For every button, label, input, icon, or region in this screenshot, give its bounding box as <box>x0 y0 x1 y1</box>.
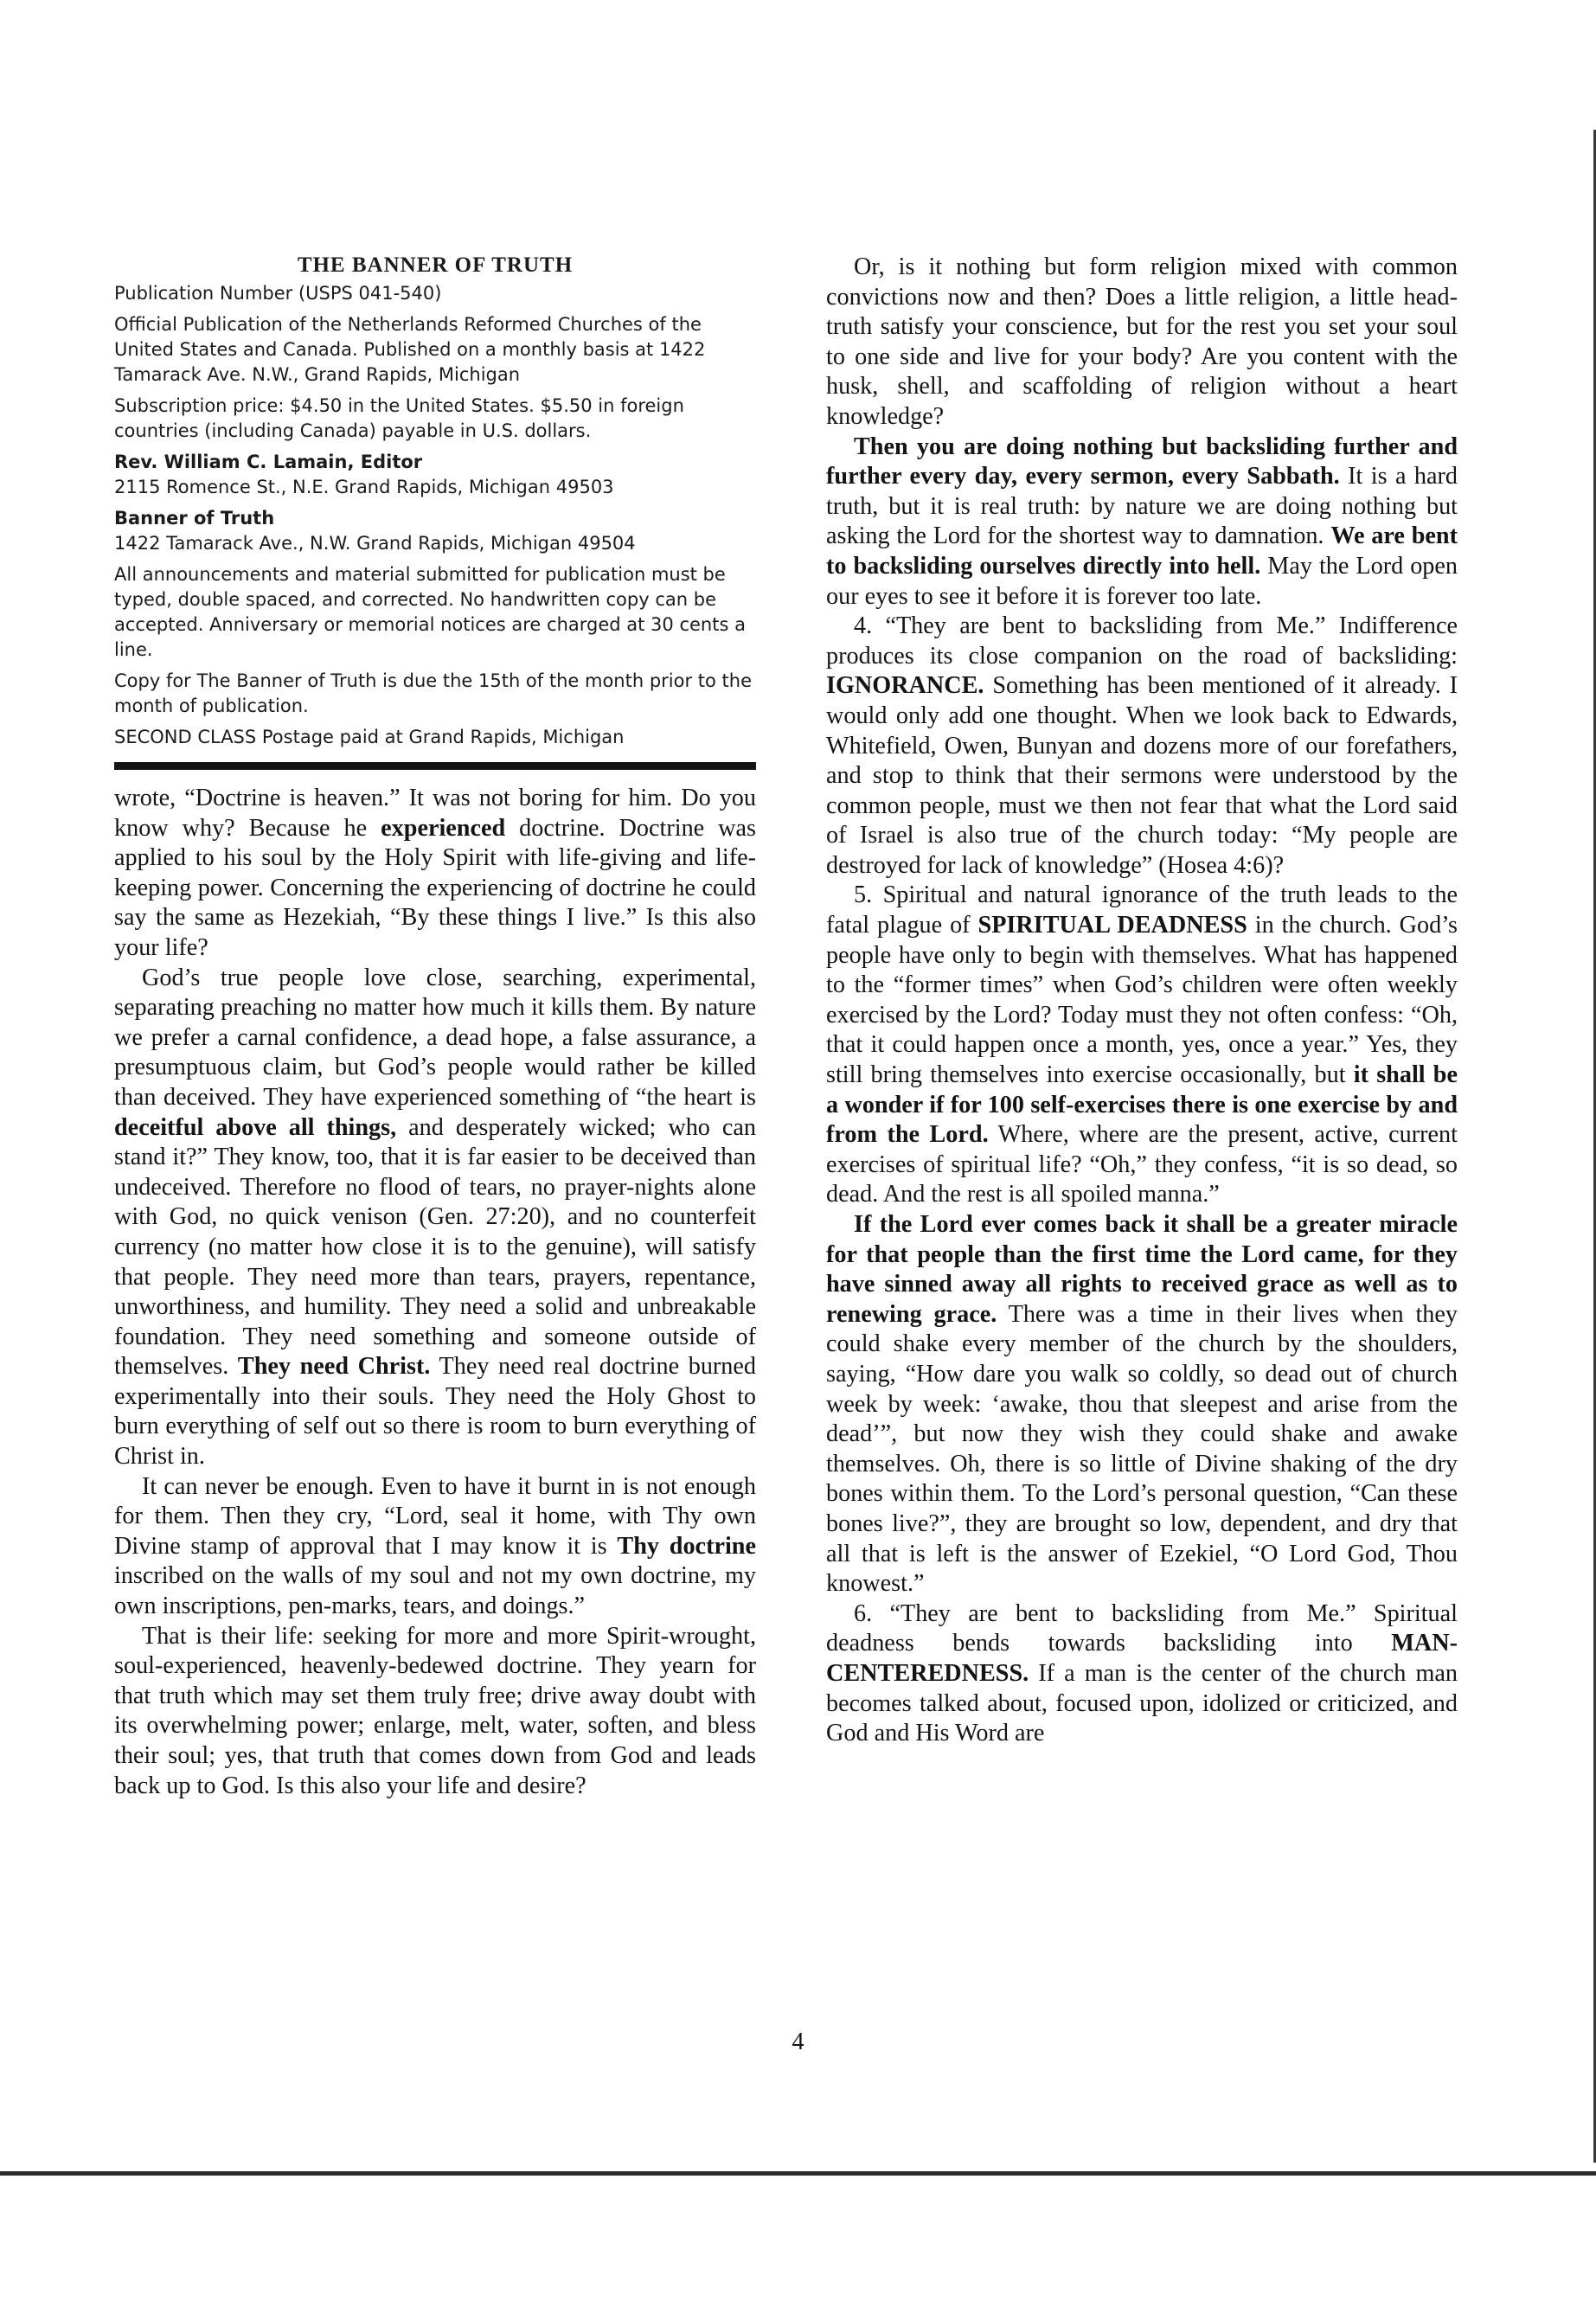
text-run: It is a hard truth, but it is real truth: by nature we are doing nothing but asking the Lord for the shortest way to damnation. <box>826 463 1458 550</box>
page-number: 4 <box>792 2029 804 2055</box>
masthead-rule <box>114 762 756 770</box>
paragraph: Or, is it nothing but form religion mixed with common convictions now and then? Does a little religion, a little head-truth satisfy your conscience, but for the rest you set your soul to one side and live for your body? Are you content with the husk, shell, and scaffolding of religion without a heart knowledge? <box>826 253 1458 430</box>
publication-number: Publication Number (USPS 041-540) <box>114 283 442 304</box>
text-run: wrote, “Doctrine is heaven.” It was not boring for him. Do you know why? Because he <box>114 785 756 842</box>
left-body <box>114 784 756 1801</box>
text-run: There was a time in their lives when they could shake every member of the church by the shoulders, saying, “How dare you walk so coldly, so dead out of church week by week: ‘awake, thou that sleepest and arise from the dead’”, but now they wish they could shake and awake themselves. Oh, there is so little of Divine shaking of the dry bones within them. To the Lord’s personal question, “Can these bones live?”, they are brought so low, dependent, and dry that all that is left is the answer of Ezekiel, “O Lord God, Thou knowest.” <box>826 1300 1458 1598</box>
left-column <box>114 253 756 1801</box>
text-run: They need real doctrine burned experimentally into their souls. They need the Holy Ghost to burn everything of self out so there is room to burn everything of Christ in. <box>114 1353 756 1471</box>
text-run: Where, where are the present, active, current exercises of spiritual life? “Oh,” they confess, “it is so dead, so dead. And the rest is all spoiled manna.” <box>826 1121 1458 1208</box>
scan-edge-bottom <box>0 2171 1596 2176</box>
office-block <box>114 506 756 556</box>
bold-run: it shall be a wonder if for 100 self-exercises there is one exercise by and from the Lord. <box>826 1061 1458 1149</box>
masthead <box>114 253 756 750</box>
paragraph <box>826 612 1458 881</box>
bold-run: We are bent to backsliding ourselves directly into hell. <box>826 522 1458 580</box>
paragraph <box>826 881 1458 1210</box>
paragraph: That is their life: seeking for more and more Spirit-wrought, soul-experienced, heavenly-bedewed doctrine. They yearn for that truth which may set them truly free; drive away doubt with its overwhelming power; enlarge, melt, water, soften, and bless their soul; yes, that truth that comes down from God and leads back up to God. Is this also your life and desire? <box>114 1622 756 1799</box>
text-run: in the church. God’s people have only to begin with themselves. What has happened to the “former times” when God’s children were often weekly exercised by the Lord? Today must they not often confess: “Oh, that it could happen once a month, yes, once a year.” Yes, they still bring themselves into exercise occasionally, but <box>826 912 1458 1089</box>
bold-run: experienced <box>381 814 506 842</box>
editor-address: 2115 Romence St., N.E. Grand Rapids, Michigan 49503 <box>114 477 614 497</box>
text-run: God’s true people love close, searching, experimental, separating preaching no matter how much it kills them. By nature we prefer a carnal confidence, a dead hope, a false assurance, a presumptuous claim, but God’s people would rather be killed than deceived. They have experienced something of “the heart is <box>114 964 756 1111</box>
bold-run: Thy doctrine <box>617 1532 756 1560</box>
paragraph <box>114 1472 756 1622</box>
paragraph <box>826 1599 1458 1749</box>
editor-name: Rev. William C. Lamain, Editor <box>114 452 423 472</box>
paragraph <box>826 1210 1458 1599</box>
subscription-price: Subscription price: $4.50 in the United States. $5.50 in foreign countries (including Canada) payable in U.S. dollars. <box>114 395 684 441</box>
bold-run: They need Christ. <box>237 1353 431 1381</box>
masthead-title: THE BANNER OF TRUTH <box>297 253 574 277</box>
paragraph <box>826 433 1458 612</box>
text-run: May the Lord open our eyes to see it before it is forever too late. <box>826 552 1458 610</box>
text-run: 4. “They are bent to backsliding from Me.” Indifference produces its close companion on the road of backsliding: <box>826 612 1458 670</box>
text-run: inscribed on the walls of my soul and not my own doctrine, my own inscriptions, pen-marks, tears, and doings.” <box>114 1562 756 1620</box>
postage-note: SECOND CLASS Postage paid at Grand Rapids, Michigan <box>114 727 625 747</box>
bold-run: IGNORANCE. <box>826 672 984 700</box>
bold-run: If the Lord ever comes back it shall be a greater miracle for that people than the first time the Lord came, for they have sinned away all rights to received grace as well as to renewing grace. <box>826 1211 1458 1328</box>
text-run: 6. “They are bent to backsliding from Me.” Spiritual deadness bends towards backsliding into <box>826 1599 1458 1657</box>
right-column <box>826 253 1458 1749</box>
text-run: and desperately wicked; who can stand it?” They know, too, that it is far easier to be deceived than undeceived. Therefore no flood of tears, no prayer-nights alone with God, no quick venison (Gen. 27:20), and no counterfeit currency (no matter how close it is to the genuine), will satisfy that people. They need more than tears, prayers, repentance, unworthiness, and humility. They need a solid and unbreakable foundation. They need something and someone outside of themselves. <box>114 1113 756 1381</box>
text-run: 5. Spiritual and natural ignorance of the truth leads to the fatal plague of <box>826 881 1458 939</box>
editor-block <box>114 450 756 500</box>
text-run: Something has been mentioned of it already. I would only add one thought. When we look back to Edwards, Whitefield, Owen, Bunyan and dozens more of our forefathers, and stop to think that their sermons were understood by the common people, must we then not fear that what the Lord said of Israel is also true of the church today: “My people are destroyed for lack of knowledge” (Hosea 4:6)? <box>826 672 1458 879</box>
bold-run: Then you are doing nothing but backsliding further and further every day, every sermon, every Sabbath. <box>826 433 1458 490</box>
copy-due-note: Copy for The Banner of Truth is due the 15th of the month prior to the month of publication. <box>114 670 752 716</box>
paragraph <box>114 784 756 964</box>
bold-run: MAN-CENTEREDNESS. <box>826 1630 1458 1687</box>
office-name: Banner of Truth <box>114 508 275 529</box>
right-body <box>826 253 1458 1749</box>
official-publication: Official Publication of the Netherlands Reformed Churches of the United States and Canada. Published on a monthly basis at 1422 Tamarack Ave. N.W., Grand Rapids, Michigan <box>114 314 706 385</box>
text-run: doctrine. Doctrine was applied to his soul by the Holy Spirit with life-giving and life-keeping power. Concerning the experiencing of doctrine he could say the same as Hezekiah, “By these things I live.” Is this also your life? <box>114 814 756 961</box>
bold-run: deceitful above all things, <box>114 1113 397 1141</box>
bold-run: SPIRITUAL DEADNESS <box>977 912 1247 939</box>
text-run: It can never be enough. Even to have it burnt in is not enough for them. Then they cry, “Lord, seal it home, with Thy own Divine stamp of approval that I may know it is <box>114 1472 756 1560</box>
office-address: 1422 Tamarack Ave., N.W. Grand Rapids, Michigan 49504 <box>114 533 636 554</box>
announcements-note: All announcements and material submitted for publication must be typed, double spaced, and corrected. No handwritten copy can be accepted. Anniversary or memorial notices are charged at 30 cents a line. <box>114 564 746 660</box>
paragraph <box>114 964 756 1472</box>
text-run: If a man is the center of the church man becomes talked about, focused upon, idolized or criticized, and God and His Word are <box>826 1659 1458 1747</box>
